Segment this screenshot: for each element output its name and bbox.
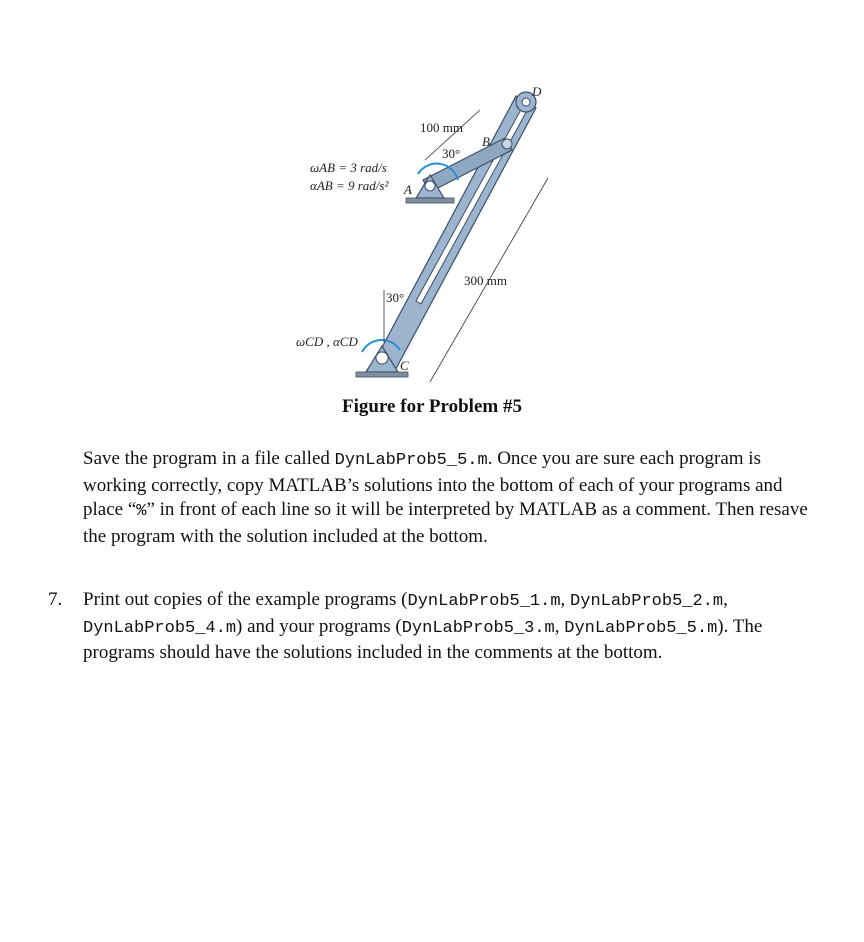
i7-code-1: DynLabProb5_1.m	[407, 592, 561, 611]
mechanism-diagram	[280, 80, 600, 400]
figure-caption: Figure for Problem #5	[342, 396, 522, 417]
i7-text-2: ,	[560, 589, 571, 610]
label-d: D	[532, 84, 542, 99]
i7-text-6: ). The programs should have the solutions included in the comments at the bottom.	[83, 615, 763, 663]
alpha-ab: αAB = 9 rad/s²	[310, 178, 389, 193]
omega-ab: ωAB = 3 rad/s	[310, 160, 387, 175]
mechanism-figure	[280, 80, 600, 400]
label-c: C	[400, 358, 409, 373]
instructions-paragraph	[83, 447, 813, 549]
dimension-ab: 100 mm	[420, 120, 463, 135]
p1-code-filename: DynLabProb5_5.m	[334, 451, 488, 470]
item-body	[83, 588, 813, 666]
i7-text-1: Print out copies of the example programs (	[83, 589, 408, 610]
i7-text-3: ,	[723, 589, 728, 610]
i7-code-3: DynLabProb5_4.m	[83, 618, 237, 638]
p1-text-1: Save the program in a file called	[83, 448, 335, 469]
label-b: B	[482, 134, 490, 149]
label-a: A	[404, 182, 412, 197]
item-number: 7.	[48, 589, 63, 610]
i7-code-4: DynLabProb5_3.m	[401, 618, 555, 638]
angle-b: 30°	[442, 146, 461, 161]
i7-code-5: DynLabProb5_5.m	[564, 618, 718, 638]
p1-code-percent: %	[136, 502, 147, 521]
i7-text-4: ) and your programs (	[236, 615, 402, 637]
i7-text-5: ,	[554, 615, 565, 637]
p1-text-2: . Once you are sure each program is working correctly, copy MATLAB’s solutions into the bottom of each of your programs and place “	[83, 448, 783, 520]
dimension-cd: 300 mm	[464, 273, 507, 288]
angle-c: 30°	[386, 290, 405, 305]
p1-text-3: ” in front of each line so it will be interpreted by MATLAB as a comment. Then resave the program with the solution included at the bottom.	[83, 499, 808, 547]
omega-alpha-cd: ωCD , αCD	[296, 334, 358, 349]
i7-code-2: DynLabProb5_2.m	[570, 592, 724, 611]
